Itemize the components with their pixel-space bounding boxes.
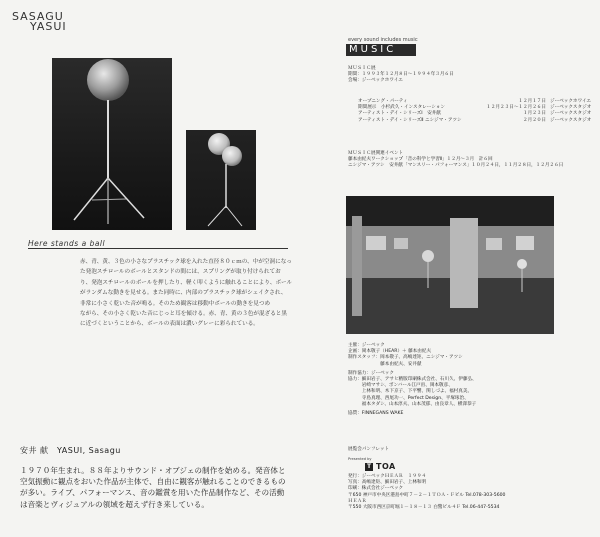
credit-line: 岩崎マサシ、ボンバール江戸宙、岡本敬彦、 [348, 383, 453, 389]
bio-line: は音楽とヴィジュアルの領域を超えず行き来している。 [20, 499, 209, 509]
description-line: 非常に小さく乾いた音が鳴る。そのため観客は移動中ボールの動きを見つめ [80, 300, 271, 307]
event-date: １月２３日 [523, 111, 546, 117]
publisher-line: 印刷：株式会社ジーベック [348, 486, 404, 492]
toa-mark-icon: T [366, 462, 372, 470]
related-event-line: 藤本由紀夫ワークショップ「音の科学と学習Ⅱ」１２月～３月 計６回 [348, 157, 493, 163]
event-name: アーティスト・デイ・シリーズⅠ 安井献 [358, 111, 441, 117]
publisher-line: 発行：ジーベックＨＥＡＲ １９９４ [348, 474, 427, 479]
event-place: ジーベックスタジオ [550, 117, 592, 123]
related-event-line: ニシジマ・アツシ 安井献「マンスリー・パフォーマンス」１０月２４日，１１月２８日，１２月２６日 [348, 163, 564, 169]
credit-line: 寺島真理、西尾功一、Perfect Design、平塚琢治、 [348, 395, 469, 401]
credit-line: 上林和明、木下京子、下平響、関しづよ、福村真美、 [348, 389, 473, 395]
description-line: た発泡スチロールのボールとスタンドの間には、スプリングが取り付けられてお [80, 269, 281, 276]
work-description [80, 257, 298, 330]
bio-line: 空気振動に観点をおいた作品が主体で、自由に観客が触れることのできるもの [20, 477, 286, 487]
toa-logo [365, 462, 411, 471]
event-row [358, 118, 591, 124]
credit-line: 福本タダシ、山本淳夫、山本茂郁、由良章人、横澤恭子 [348, 401, 477, 407]
description-line: 赤、青、黄、３色の小さなプラスチック球を入れた直径８０ｃｍの、中が空洞になっ [80, 259, 292, 265]
event-name: アーティスト・デイ・シリーズⅡ ニシジマ・アツシ [358, 117, 462, 123]
description-line: に近づくということから、ボールの表面は濃いグレーに彩られている。 [80, 321, 259, 328]
publisher-line: 〒650 神戸市中央区港島中町７－２－１ＴＯＡ・Ｆビル Tel.078-303-5600 [348, 492, 506, 498]
credit-line: 主催：ジーベック [348, 343, 385, 348]
presented-by-label: Presented by [348, 457, 372, 461]
publisher-info [348, 474, 505, 511]
photo-gallery-interior [346, 196, 554, 334]
publisher-line: 〒550 大阪市西区京町堀１－１８－１３ 白鷺ビル４Ｆ Tel.06-447-5534 [348, 505, 500, 511]
artist-name-heading: 安井 献 YASUI, Sasagu [20, 446, 121, 455]
tagline: every sound includes music [348, 37, 418, 43]
credit-line: 藤本由紀夫、安井献 [348, 361, 422, 367]
bio-line: が多い。ライブ、パフォーマンス、音の鑑賞を用いた作品制作など、その活動 [20, 488, 285, 498]
exhibition-title: ＭＵＳＩＣ展 [348, 66, 376, 71]
pamphlet-label: 展覧会パンフレット [348, 447, 390, 452]
event-name: 期間展示 小杉武久・インスタレーション [358, 105, 445, 111]
publisher-line: 写真：高嶋達矩、細田岩子、上林和明 [348, 480, 427, 486]
description-line: り、発泡スチロールのボールを押したり、軽く叩くように触れることにより、ボール [80, 279, 293, 286]
toa-text: TOA [376, 462, 396, 471]
artist-name-top: SASAGU [12, 10, 64, 23]
event-place: ジーベックホワイエ [550, 99, 592, 104]
credits [348, 343, 477, 417]
exhibition-period: 期間：１９９３年１２月８日～１９９４年３月６日 [348, 72, 454, 78]
event-place: ジーベックスタジオ [550, 111, 592, 117]
event-name: オープニング・パーティ [358, 99, 408, 104]
credit-line: 制作協力：ジーベック [348, 370, 394, 376]
credit-line: 協力：細田岩子、アサヒ精版印刷株式会社、石川久、伊藤弘、 [348, 377, 477, 383]
event-date: ２月２０日 [523, 117, 546, 123]
bio-line: １９７０年生まれ。８８年よりサウンド・オブジェの制作を始める。発音体と [20, 466, 286, 475]
description-line: ながら、その小さく乾いた音にじっと耳を傾ける。赤、青、黄の３色が混ざると黒 [80, 311, 287, 318]
caption-title: Here stands a ball [28, 239, 106, 248]
related-events-title: ＭＵＳＩＣ展関連イベント [348, 151, 404, 156]
exhibition-venue: 会場：ジーベックホワイエ [348, 78, 403, 84]
related-events [348, 151, 563, 170]
caption-divider [28, 248, 288, 249]
photo-ball-pair [186, 130, 256, 230]
description-line: がランダムな動きを見せる。また同時に、内部のプラスチック球がシェイクされ、 [80, 290, 287, 297]
event-place: ジーベックスタジオ [550, 105, 592, 111]
publisher-line: ＨＥＡＲ [348, 498, 367, 504]
photo-ball-single [52, 58, 172, 230]
credit-line: 協賛：FINNEGANS WAKE [348, 411, 404, 417]
event-date: １２月１７日 [518, 99, 546, 104]
exhibition-info [348, 66, 454, 85]
artist-name-bottom: YASUI [30, 20, 67, 33]
event-date: １２月２３日～１２月２６日 [486, 105, 546, 111]
event-list [358, 99, 591, 124]
artist-bio [20, 465, 315, 510]
credit-line: 制作スタッフ：岡本敬子、高嶋達矩、ニシジマ・アツシ [348, 355, 463, 361]
music-logo: MUSIC [346, 44, 416, 56]
credit-line: 企画：岡本敬子（HEAR）＋ 藤本由紀夫 [348, 349, 432, 355]
